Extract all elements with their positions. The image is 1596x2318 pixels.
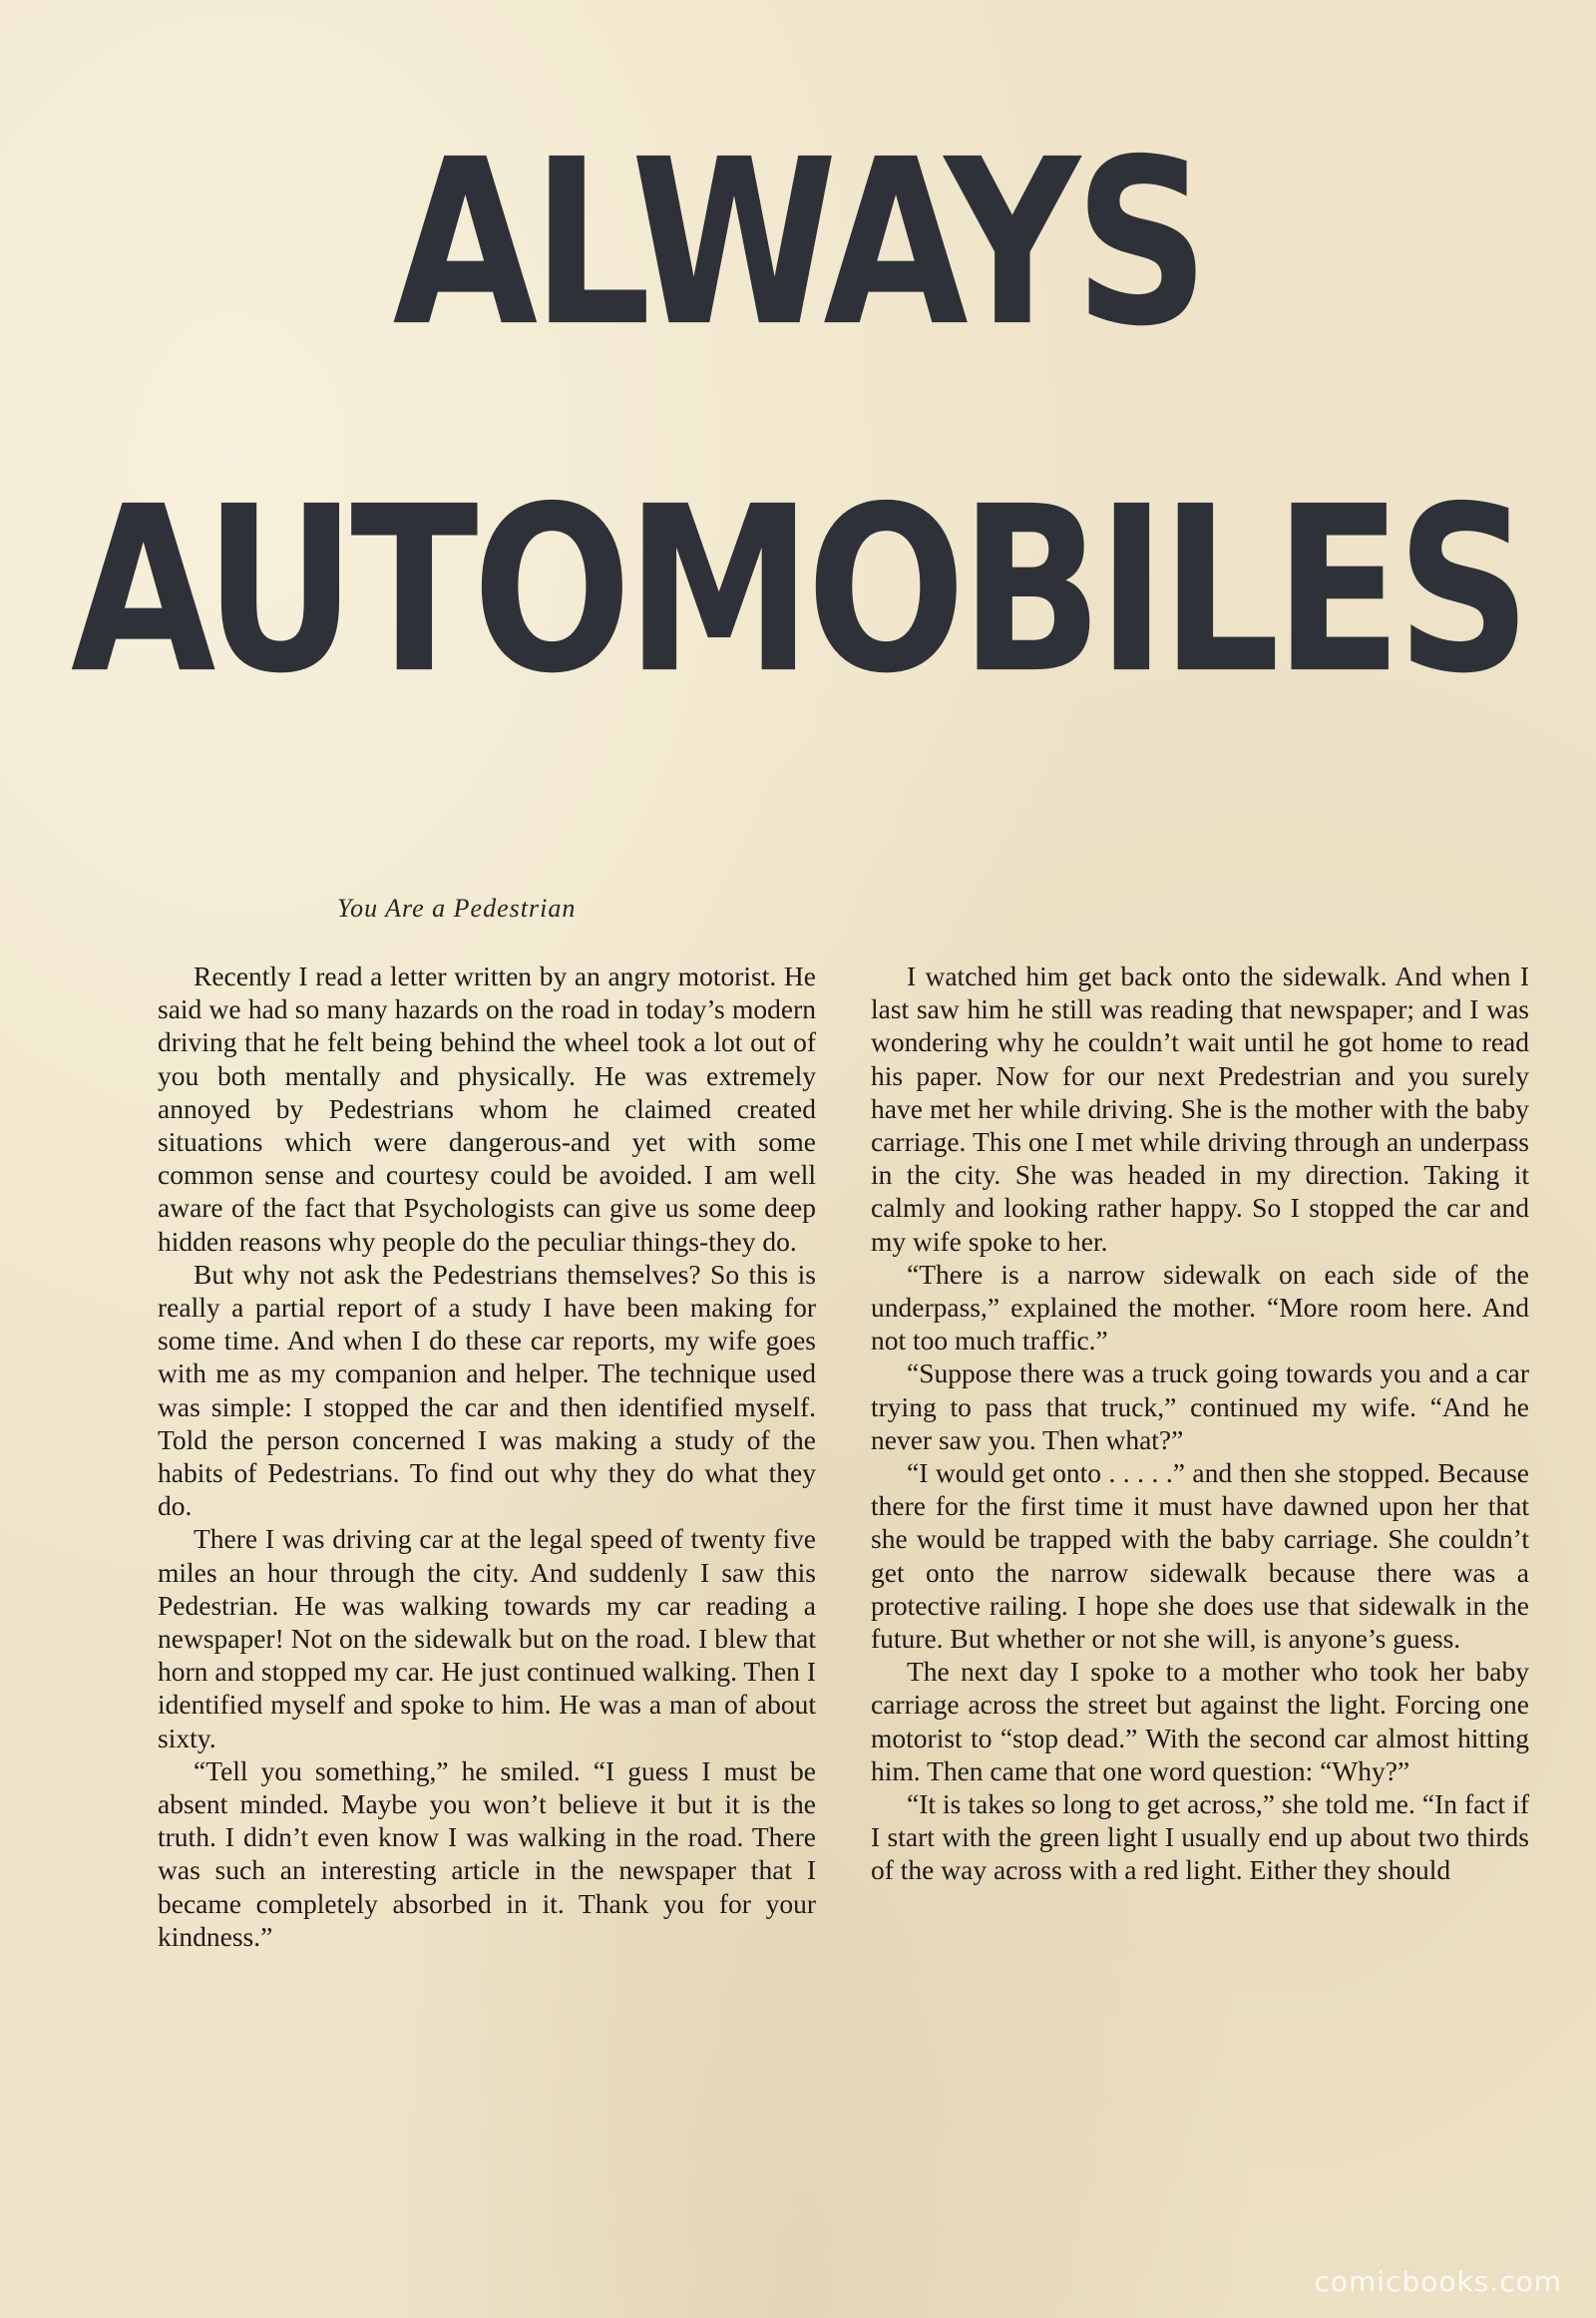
paragraph: There I was driving car at the legal speed of twenty five miles an hour through the city. And suddenly I saw this Pedestrian. He was walking towards my car reading a newspaper! Not on the sidewalk but on the road. I blew that horn and stopped my car. He just continued walking. Then I identified myself and spoke to him. He was a man of about sixty. [158, 1523, 816, 1753]
left-text-column [158, 960, 816, 1953]
paragraph: “I would get onto . . . . .” and then she stopped. Because there for the first time it must have dawned upon her that she would be trapped with the baby carriage. She couldn’t get onto the narrow sidewalk because there was a protective railing. I hope she does use that sidewalk in the future. But whether or not she will, is anyone’s guess. [871, 1457, 1529, 1655]
paragraph: “Suppose there was a truck going towards you and a car trying to pass that truck,” continued my wife. “And he never saw you. Then what?” [871, 1357, 1529, 1455]
paragraph: Recently I read a letter written by an angry motorist. He said we had so many hazards on the road in today’s modern driving that he felt being behind the wheel took a lot out of you both mentally and physically. He was extremely annoyed by Pedestrians whom he claimed created situations which were dangerous-and yet with some common sense and courtesy could be avoided. I am well aware of the fact that Psychologists can give us some deep hidden reasons why people do the peculiar things-they do. [158, 961, 816, 1257]
right-text-column [871, 960, 1529, 1887]
article-subtitle: You Are a Pedestrian [337, 894, 577, 923]
paragraph: “Tell you something,” he smiled. “I guess I must be absent minded. Maybe you won’t believe it but it is the truth. I didn’t even know I was walking in the road. There was such an interesting article in the newspaper that I became completely absorbed in it. Thank you for your kindness.” [158, 1754, 816, 1952]
paragraph: But why not ask the Pedestrians themselves? So this is really a partial report of a study I have been making for some time. And when I do these car reports, my wife goes with me as my companion and helper. The technique used was simple: I stopped the car and then identified myself. Told the person concerned I was making a study of the habits of Pedestrians. To find out why they do what they do. [158, 1258, 816, 1522]
paragraph: The next day I spoke to a mother who took her baby carriage across the street but against the light. Forcing one motorist to “stop dead.” With the second car almost hitting him. Then came that one word question: “Why?” [871, 1656, 1529, 1786]
article-title-line-1: ALWAYS [392, 110, 1204, 377]
site-watermark: comicbooks.com [1314, 2265, 1562, 2298]
paragraph: “There is a narrow sidewalk on each side of the underpass,” explained the mother. “More room here. And not too much traffic.” [871, 1258, 1529, 1356]
paragraph: I watched him get back onto the sidewalk. And when I last saw him he still was reading that newspaper; and I was wondering why he couldn’t wait until he got home to read his paper. Now for our next Predestrian and you surely have met her while driving. She is the mother with the baby carriage. This one I met while driving through an underpass in the city. She was headed in my direction. Taking it calmly and looking rather happy. So I stopped the car and my wife spoke to her. [871, 961, 1529, 1257]
article-title-line-2: AUTOMOBILES [70, 457, 1526, 724]
paragraph: “It is takes so long to get across,” she told me. “In fact if I start with the green light I usually end up about two thirds of the way across with a red light. Either they should [871, 1788, 1529, 1886]
